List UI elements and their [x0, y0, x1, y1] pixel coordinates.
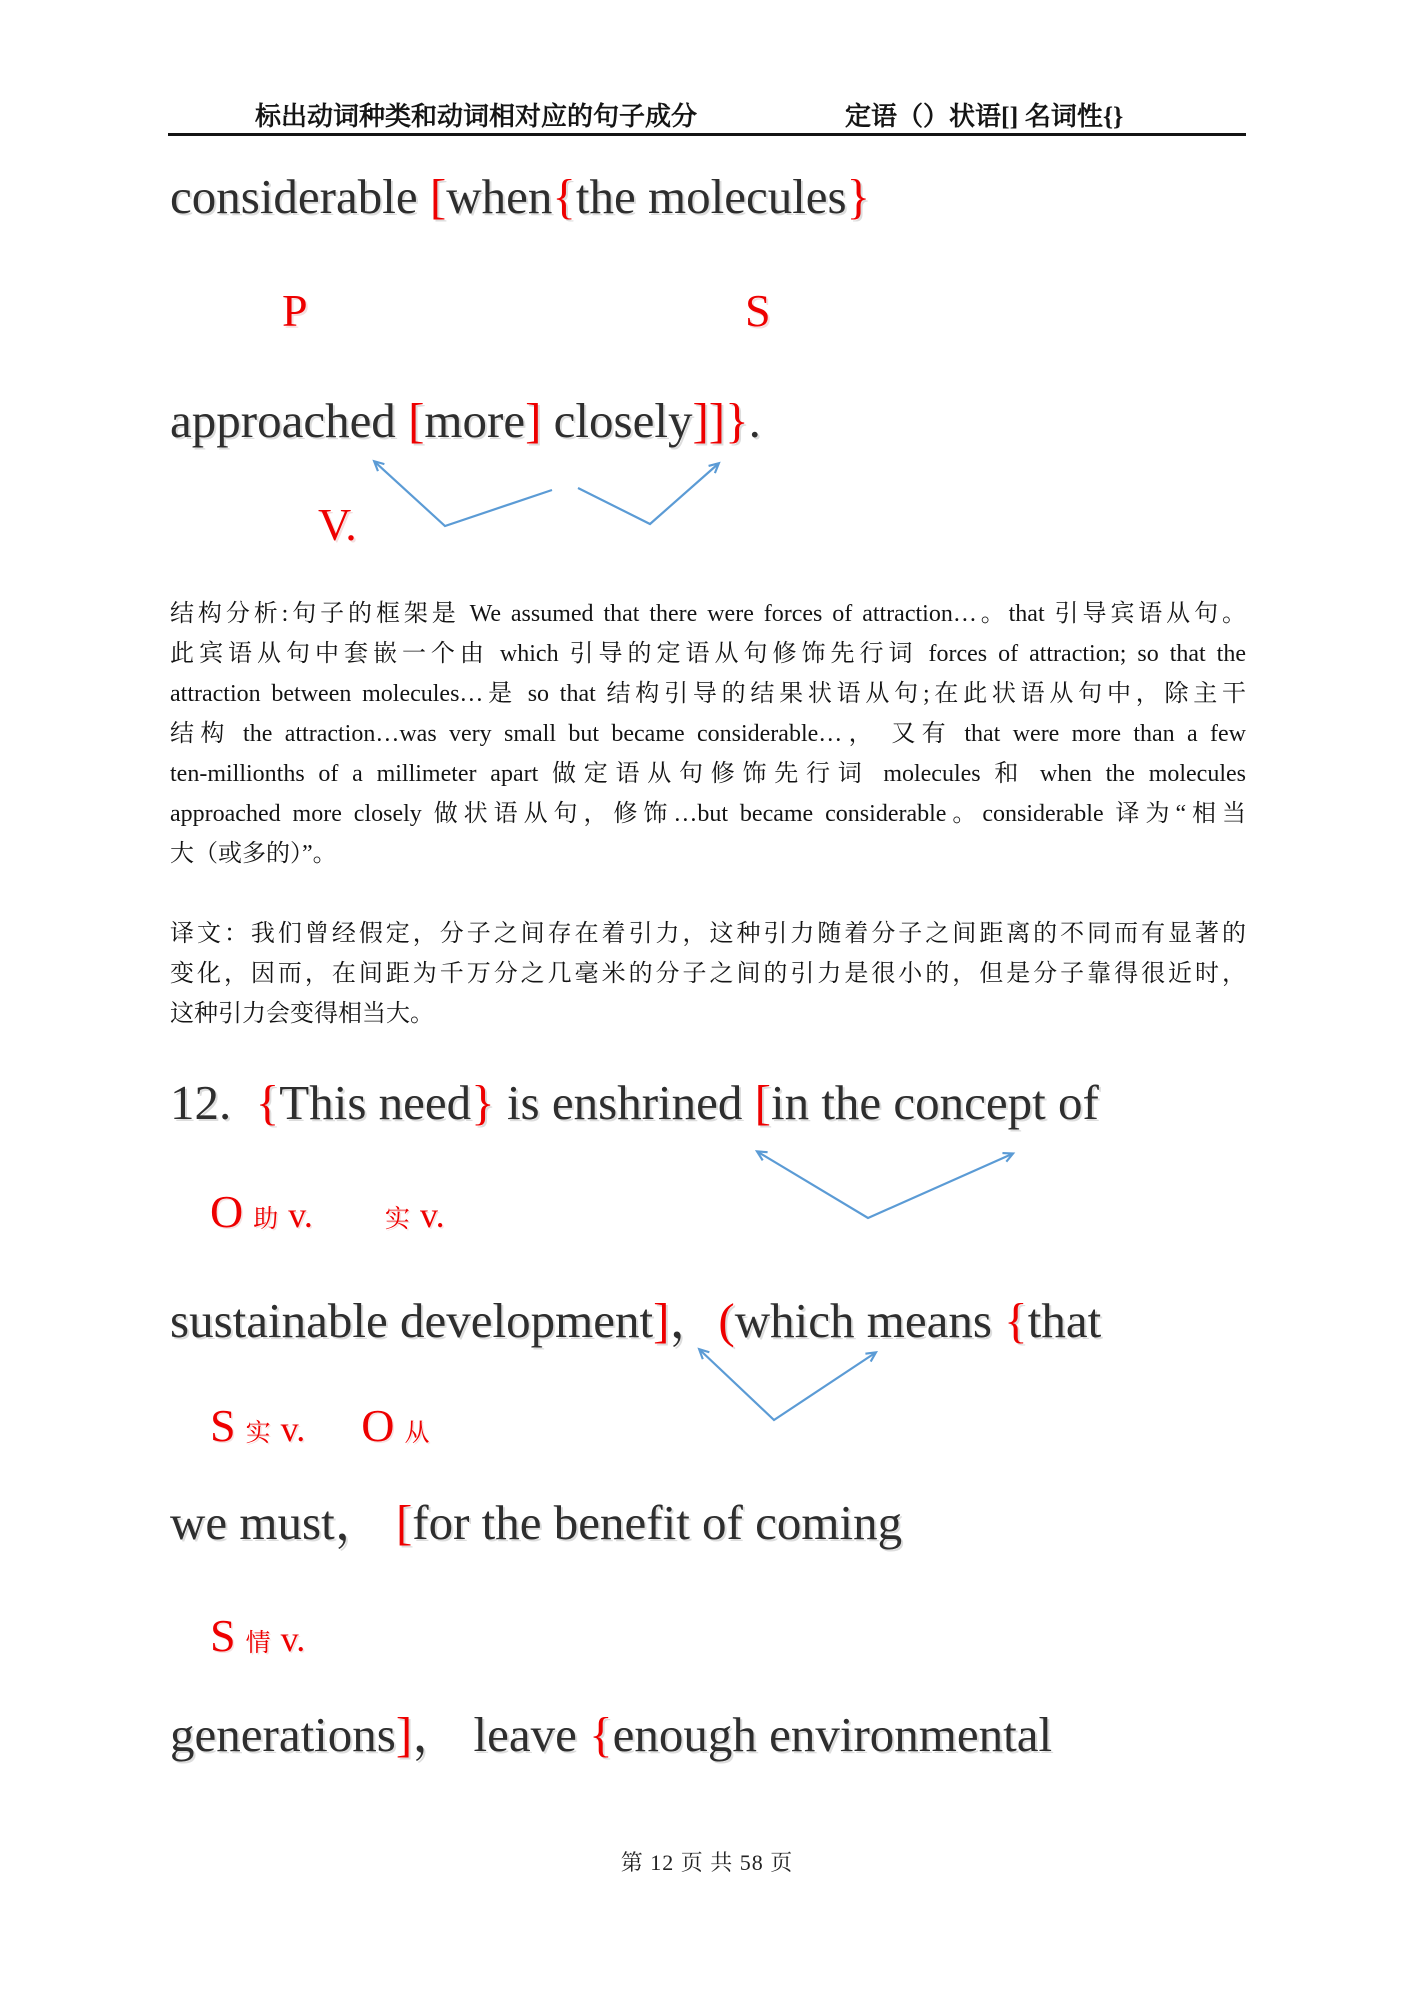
sentence-line-12-this-need: 12. {This need} is enshrined [in the concept of [170, 1075, 1099, 1130]
sentence-line-generations: generations]， leave {enough environmental [170, 1707, 1053, 1762]
analysis-line: 大（或多的）”。 [170, 841, 337, 867]
label-verb-v: V. [318, 499, 357, 550]
analysis-line: attraction between molecules…是 so that 结构引导的结果状语从句;在此状语从句中，除主干 [170, 681, 1246, 707]
analysis-line: ten-millionths of a millimeter apart 做定语从句修饰先行词 molecules 和 when the molecules [170, 761, 1246, 787]
enshrined-connector-arrow [758, 1152, 1012, 1218]
translation-paragraph [170, 914, 1246, 1034]
analysis-line: 结构 the attraction…was very small but became considerable…， 又有 that were more than a few [170, 721, 1246, 747]
header-left-text: 标出动词种类和动词相对应的句子成分 [255, 102, 698, 131]
analysis-line: approached more closely 做状语从句，修饰…but became considerable。considerable 译为“相当 [170, 801, 1246, 827]
which-connector-arrow [700, 1350, 875, 1420]
translation-line: 这种引力会变得相当大。 [170, 1001, 434, 1027]
label-row-s-modal-v: S情 v. [210, 1610, 306, 1661]
sentence-line-approached: approached [more] closely]]}. [170, 393, 761, 448]
label-row-o-aux-v: O助 v. 实 v. [210, 1186, 445, 1237]
verb-arrow-right [578, 464, 718, 524]
structure-analysis-paragraph [170, 594, 1246, 874]
sentence-line-considerable: considerable [when{the molecules} [170, 169, 871, 224]
label-subject-s: S [745, 285, 771, 336]
page-number: 第 12 页 共 58 页 [620, 1850, 794, 1875]
sentence-line-we-must: we must， [for the benefit of coming [170, 1495, 903, 1550]
verb-arrow-left [375, 462, 552, 526]
label-predicate-p: P [282, 285, 308, 336]
header-right-legend: 定语（）状语[] 名词性{} [845, 102, 1124, 131]
header-rule [168, 133, 1246, 136]
translation-line: 变化，因而，在间距为千万分之几毫米的分子之间的引力是很小的，但是分子靠得很近时， [170, 961, 1246, 987]
analysis-line: 此宾语从句中套嵌一个由 which 引导的定语从句修饰先行词 forces of attraction; so that the [170, 641, 1246, 667]
translation-line: 译文：我们曾经假定，分子之间存在着引力，这种引力随着分子之间距离的不同而有显著的 [170, 921, 1246, 947]
analysis-line: 结构分析:句子的框架是 We assumed that there were forces of attraction…。that 引导宾语从句。 [170, 601, 1246, 627]
sentence-line-sustainable: sustainable development]，(which means {that [170, 1293, 1102, 1348]
label-row-s-v-o: S实 v. O 从 [210, 1400, 430, 1451]
